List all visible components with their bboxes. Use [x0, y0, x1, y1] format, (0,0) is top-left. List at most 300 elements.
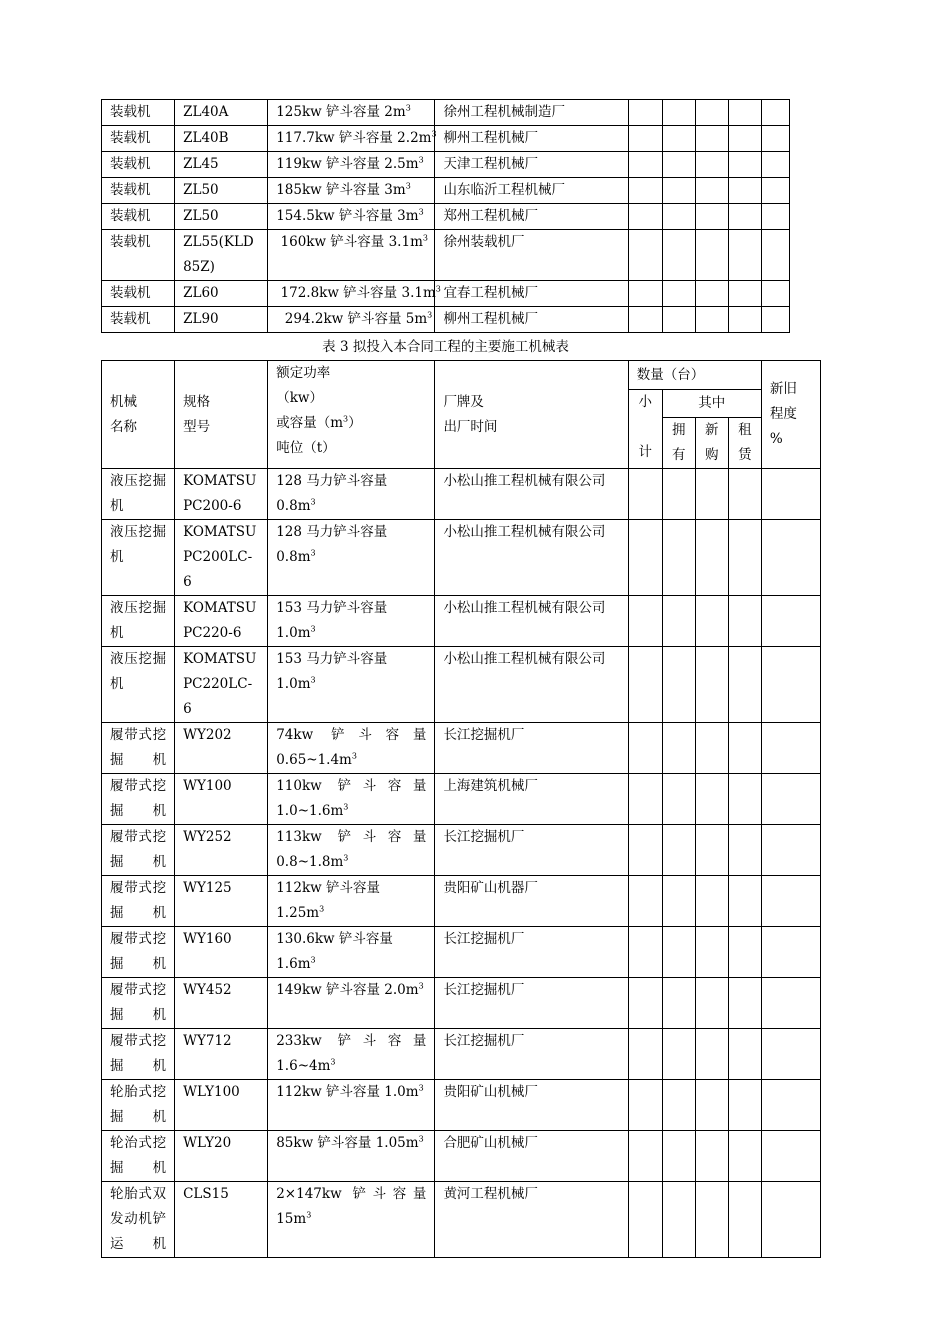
empty-cell [628, 647, 662, 723]
empty-cell [761, 520, 820, 596]
header-rented [728, 418, 761, 469]
machine-model: ZL50 [175, 204, 268, 230]
machine-name: 装载机 [102, 204, 175, 230]
empty-cell [695, 152, 728, 178]
loader-table-continued [101, 99, 790, 333]
header-maker-line2: 出厂时间 [443, 418, 498, 435]
header-power-line3a: 或容量（m [276, 415, 344, 431]
spec-unit-sup: 3 [427, 310, 433, 320]
empty-cell [695, 1182, 728, 1258]
spec-unit-sup: 3 [405, 103, 411, 113]
machine-name: 装载机 [102, 126, 175, 152]
table-row [102, 978, 821, 1029]
spec-unit-sup: 3 [351, 751, 357, 761]
spec-main: 117.7kw 铲斗容量 2.2m [276, 130, 432, 146]
table-row [102, 1131, 821, 1182]
empty-cell [628, 1029, 662, 1080]
empty-cell [695, 126, 728, 152]
empty-cell [728, 126, 761, 152]
spec-unit-sup: 3 [435, 284, 441, 294]
empty-cell [761, 825, 820, 876]
spec-main: 185kw 铲斗容量 3m [276, 182, 406, 198]
machine-model: WY452 [175, 978, 268, 1029]
spec-main: 153 马力铲斗容量 1.0m [276, 651, 388, 692]
empty-cell [728, 978, 761, 1029]
table-row [102, 152, 790, 178]
spec-unit-sup: 3 [306, 1210, 312, 1220]
empty-cell [628, 520, 662, 596]
empty-cell [761, 126, 789, 152]
machine-name: 装载机 [102, 152, 175, 178]
spec-unit-sup: 3 [330, 1057, 336, 1067]
empty-cell [662, 1131, 695, 1182]
empty-cell [695, 1029, 728, 1080]
empty-cell [728, 876, 761, 927]
header-rented-line1: 租 [738, 422, 752, 438]
empty-cell [728, 152, 761, 178]
machine-spec [268, 774, 435, 825]
empty-cell [761, 876, 820, 927]
machine-maker: 柳州工程机械厂 [435, 126, 628, 152]
empty-cell [662, 520, 695, 596]
header-name [102, 361, 175, 469]
table-row [102, 520, 821, 596]
header-power-line2: （kw） [276, 390, 323, 406]
empty-cell [695, 774, 728, 825]
machine-maker: 小松山推工程机械有限公司 [435, 520, 628, 596]
header-model-line1: 规格 [183, 393, 211, 410]
machine-name: 轮胎式双发动机铲运机 [102, 1182, 175, 1258]
spec-main: 110kw 铲斗容量 [276, 778, 427, 794]
table-row [102, 596, 821, 647]
empty-cell [728, 1131, 761, 1182]
machine-spec [268, 281, 441, 307]
spec-cont-line [276, 799, 426, 824]
empty-cell [628, 1080, 662, 1131]
table-row [102, 178, 790, 204]
empty-cell [628, 126, 662, 152]
machine-name: 履带式挖掘机 [102, 774, 175, 825]
machine-maker: 长江挖掘机厂 [435, 1029, 628, 1080]
machine-spec [268, 876, 435, 927]
empty-cell [662, 1080, 695, 1131]
spec-cont: 0.8~1.8m [276, 854, 344, 870]
empty-cell [628, 178, 662, 204]
machine-model: ZL40A [175, 100, 268, 126]
spec-main: 128 马力铲斗容量 0.8m [276, 473, 388, 514]
header-new-line1: 新 [705, 422, 719, 438]
machine-name: 装载机 [102, 230, 175, 281]
spec-main: 112kw 铲斗容量 1.25m [276, 880, 381, 921]
machine-name: 液压挖掘机 [102, 520, 175, 596]
empty-cell [728, 307, 761, 333]
table-row [102, 1029, 821, 1080]
empty-cell [695, 978, 728, 1029]
spec-unit-sup: 3 [418, 1083, 424, 1093]
empty-cell [628, 1131, 662, 1182]
empty-cell [662, 1029, 695, 1080]
header-of-which: 其中 [662, 390, 761, 418]
spec-cont-line [276, 1207, 426, 1232]
empty-cell [761, 1131, 820, 1182]
empty-cell [761, 100, 789, 126]
spec-unit-sup: 3 [310, 675, 316, 685]
machine-maker: 上海建筑机械厂 [435, 774, 628, 825]
empty-cell [728, 1029, 761, 1080]
spec-main: 112kw 铲斗容量 1.0m [276, 1084, 419, 1100]
empty-cell [628, 100, 662, 126]
machine-spec [268, 1131, 435, 1182]
machine-model: ZL55(KLD85Z) [175, 230, 268, 281]
spec-unit-sup: 3 [422, 233, 428, 243]
spec-unit-sup: 3 [418, 1134, 424, 1144]
header-name-line1: 机械 [110, 393, 137, 410]
table-row [102, 230, 790, 281]
table-row [102, 876, 821, 927]
header-subtotal-line2: 计 [638, 444, 652, 460]
machine-maker: 小松山推工程机械有限公司 [435, 647, 628, 723]
header-model [175, 361, 268, 469]
header-rented-line2: 赁 [738, 447, 752, 463]
header-condition-line2: 程度 [769, 406, 797, 422]
machine-model: KOMATSU PC200LC-6 [175, 520, 268, 596]
empty-cell [662, 230, 695, 281]
empty-cell [695, 230, 728, 281]
table-row [102, 1182, 821, 1258]
empty-cell [662, 100, 695, 126]
machine-maker: 徐州工程机械制造厂 [435, 100, 628, 126]
machine-model: WLY100 [175, 1080, 268, 1131]
spec-main: 130.6kw 铲斗容量 1.6m [276, 931, 393, 972]
machine-maker: 徐州装载机厂 [435, 230, 628, 281]
empty-cell [761, 927, 820, 978]
machine-spec [268, 647, 435, 723]
header-power-unit-sup: 3 [343, 414, 349, 424]
empty-cell [695, 520, 728, 596]
machine-model: ZL90 [175, 307, 268, 333]
empty-cell [728, 178, 761, 204]
machine-spec [268, 1029, 435, 1080]
empty-cell [761, 469, 820, 520]
empty-cell [728, 469, 761, 520]
empty-cell [728, 281, 761, 307]
machine-model: KOMATSU PC220LC-6 [175, 647, 268, 723]
empty-cell [628, 978, 662, 1029]
machine-spec [268, 230, 435, 281]
spec-main: 154.5kw 铲斗容量 3m [276, 208, 419, 224]
header-subtotal [628, 390, 662, 469]
empty-cell [761, 596, 820, 647]
empty-cell [662, 469, 695, 520]
empty-cell [728, 927, 761, 978]
spec-unit-sup: 3 [405, 181, 411, 191]
header-new [695, 418, 728, 469]
machine-spec [268, 152, 435, 178]
empty-cell [761, 204, 789, 230]
machine-spec [268, 927, 435, 978]
machine-name: 液压挖掘机 [102, 647, 175, 723]
empty-cell [628, 152, 662, 178]
empty-cell [761, 1080, 820, 1131]
spec-unit-sup: 3 [418, 155, 424, 165]
empty-cell [761, 281, 789, 307]
spec-unit-sup: 3 [343, 853, 349, 863]
machine-name: 装载机 [102, 100, 175, 126]
table-row [102, 126, 790, 152]
spec-unit-sup: 3 [310, 624, 316, 634]
machine-model: ZL50 [175, 178, 268, 204]
empty-cell [695, 723, 728, 774]
empty-cell [628, 723, 662, 774]
empty-cell [662, 596, 695, 647]
machine-name: 履带式挖掘机 [102, 825, 175, 876]
machine-spec [268, 126, 435, 152]
empty-cell [761, 723, 820, 774]
table-row [102, 825, 821, 876]
empty-cell [628, 230, 662, 281]
spec-main: 85kw 铲斗容量 1.05m [276, 1135, 419, 1151]
header-qty: 数量（台） [628, 361, 761, 390]
empty-cell [761, 774, 820, 825]
spec-cont: 1.0~1.6m [276, 803, 344, 819]
header-power-line3b: ） [348, 415, 362, 431]
empty-cell [761, 1029, 820, 1080]
empty-cell [662, 204, 695, 230]
empty-cell [695, 281, 728, 307]
machine-model: WY252 [175, 825, 268, 876]
machine-spec [268, 520, 435, 596]
machine-model: WLY20 [175, 1131, 268, 1182]
empty-cell [695, 825, 728, 876]
empty-cell [662, 152, 695, 178]
machine-maker: 长江挖掘机厂 [435, 927, 628, 978]
empty-cell [695, 204, 728, 230]
machine-spec [268, 723, 435, 774]
spec-main: 113kw 铲斗容量 [276, 829, 427, 845]
header-subtotal-line1: 小 [638, 394, 652, 410]
machine-spec [268, 100, 435, 126]
empty-cell [628, 281, 662, 307]
empty-cell [761, 1182, 820, 1258]
machine-model: ZL45 [175, 152, 268, 178]
header-model-line2: 型号 [183, 418, 211, 435]
header-owned [662, 418, 695, 469]
spec-main: 125kw 铲斗容量 2m [276, 104, 406, 120]
machine-spec [268, 204, 435, 230]
spec-main: 74kw 铲斗容量 [276, 727, 427, 743]
empty-cell [728, 647, 761, 723]
empty-cell [695, 178, 728, 204]
spec-unit-sup: 3 [310, 955, 316, 965]
empty-cell [628, 927, 662, 978]
spec-unit-sup: 3 [310, 497, 316, 507]
machine-maker: 小松山推工程机械有限公司 [435, 596, 628, 647]
machine-spec [268, 178, 435, 204]
empty-cell [662, 307, 695, 333]
empty-cell [728, 825, 761, 876]
machine-spec [268, 596, 435, 647]
header-row-1 [102, 361, 821, 390]
empty-cell [662, 281, 695, 307]
empty-cell [728, 1182, 761, 1258]
empty-cell [761, 307, 789, 333]
machine-maker: 贵阳矿山机器厂 [435, 876, 628, 927]
spec-unit-sup: 3 [343, 802, 349, 812]
machine-model: WY125 [175, 876, 268, 927]
table-row [102, 723, 821, 774]
spec-main: 2×147kw 铲斗容量 [276, 1186, 427, 1202]
empty-cell [628, 596, 662, 647]
spec-main: 149kw 铲斗容量 2.0m [276, 982, 419, 998]
machine-name: 装载机 [102, 307, 175, 333]
empty-cell [662, 825, 695, 876]
machine-model: WY712 [175, 1029, 268, 1080]
machine-name: 液压挖掘机 [102, 596, 175, 647]
header-condition [761, 361, 820, 469]
machine-model: WY202 [175, 723, 268, 774]
empty-cell [695, 100, 728, 126]
machine-maker: 郑州工程机械厂 [435, 204, 628, 230]
machine-name: 轮治式挖掘机 [102, 1131, 175, 1182]
machine-maker: 黄河工程机械厂 [435, 1182, 628, 1258]
machine-maker: 长江挖掘机厂 [435, 978, 628, 1029]
machine-name: 履带式挖掘机 [102, 1029, 175, 1080]
machine-name: 履带式挖掘机 [102, 723, 175, 774]
empty-cell [728, 230, 761, 281]
empty-cell [695, 469, 728, 520]
machine-model: WY100 [175, 774, 268, 825]
empty-cell [728, 723, 761, 774]
empty-cell [628, 204, 662, 230]
header-new-line2: 购 [705, 447, 719, 463]
header-condition-line3: % [769, 431, 783, 447]
machine-name: 液压挖掘机 [102, 469, 175, 520]
empty-cell [695, 596, 728, 647]
spec-cont: 1.6~4m [276, 1058, 331, 1074]
table-row [102, 774, 821, 825]
header-condition-line1: 新旧 [769, 381, 797, 397]
machine-maker: 柳州工程机械厂 [435, 307, 628, 333]
header-name-line2: 名称 [110, 418, 137, 435]
table-caption: 表 3 拟投入本合同工程的主要施工机械表 [322, 339, 569, 355]
spec-main: 172.8kw 铲斗容量 3.1m [276, 285, 436, 301]
spec-main: 294.2kw 铲斗容量 5m [276, 311, 428, 327]
spec-unit-sup: 3 [319, 904, 325, 914]
machine-model: ZL60 [175, 281, 268, 307]
empty-cell [662, 978, 695, 1029]
empty-cell [728, 520, 761, 596]
header-power [268, 361, 435, 469]
empty-cell [628, 876, 662, 927]
empty-cell [695, 1080, 728, 1131]
empty-cell [628, 1182, 662, 1258]
header-owned-line1: 拥 [672, 422, 686, 438]
empty-cell [662, 723, 695, 774]
header-maker [435, 361, 628, 469]
machine-model: KOMATSU PC220-6 [175, 596, 268, 647]
machinery-table [101, 360, 821, 1258]
empty-cell [761, 230, 789, 281]
empty-cell [628, 307, 662, 333]
machine-name: 履带式挖掘机 [102, 876, 175, 927]
empty-cell [628, 825, 662, 876]
empty-cell [761, 178, 789, 204]
empty-cell [662, 774, 695, 825]
table-row [102, 204, 790, 230]
spec-cont-line [276, 850, 426, 875]
spec-cont-line [276, 1054, 426, 1079]
machine-maker: 小松山推工程机械有限公司 [435, 469, 628, 520]
machine-spec [268, 825, 435, 876]
spec-main: 153 马力铲斗容量 1.0m [276, 600, 388, 641]
table-row [102, 281, 790, 307]
machine-name: 履带式挖掘机 [102, 978, 175, 1029]
spec-unit-sup: 3 [418, 207, 424, 217]
spec-main: 160kw 铲斗容量 3.1m [276, 234, 423, 250]
machine-model: ZL40B [175, 126, 268, 152]
empty-cell [728, 596, 761, 647]
empty-cell [728, 1080, 761, 1131]
empty-cell [695, 876, 728, 927]
table-row [102, 927, 821, 978]
spec-main: 128 马力铲斗容量 0.8m [276, 524, 388, 565]
machine-model: KOMATSU PC200-6 [175, 469, 268, 520]
machine-model: CLS15 [175, 1182, 268, 1258]
machine-spec [268, 1080, 435, 1131]
empty-cell [628, 774, 662, 825]
spec-main: 119kw 铲斗容量 2.5m [276, 156, 419, 172]
empty-cell [662, 927, 695, 978]
empty-cell [628, 469, 662, 520]
machine-spec [268, 469, 435, 520]
empty-cell [761, 152, 789, 178]
header-owned-line2: 有 [672, 447, 686, 463]
machine-name: 履带式挖掘机 [102, 927, 175, 978]
machine-spec [268, 1182, 435, 1258]
spec-cont: 0.65~1.4m [276, 752, 352, 768]
empty-cell [695, 307, 728, 333]
empty-cell [662, 178, 695, 204]
header-power-line1: 额定功率 [276, 365, 331, 381]
spec-cont: 15m [276, 1211, 307, 1227]
table-row [102, 469, 821, 520]
table-row [102, 100, 790, 126]
spec-unit-sup: 3 [431, 129, 437, 139]
empty-cell [728, 774, 761, 825]
machine-maker: 贵阳矿山机械厂 [435, 1080, 628, 1131]
empty-cell [662, 126, 695, 152]
spec-unit-sup: 3 [418, 981, 424, 991]
table-row [102, 307, 790, 333]
empty-cell [662, 647, 695, 723]
machine-name: 轮胎式挖掘机 [102, 1080, 175, 1131]
machine-maker: 合肥矿山机械厂 [435, 1131, 628, 1182]
machine-maker: 长江挖掘机厂 [435, 723, 628, 774]
spec-unit-sup: 3 [310, 548, 316, 558]
machine-spec [268, 307, 435, 333]
spec-main: 233kw 铲斗容量 [276, 1033, 427, 1049]
spec-cont-line [276, 748, 426, 773]
empty-cell [695, 647, 728, 723]
header-maker-line1: 厂牌及 [443, 393, 484, 410]
empty-cell [662, 1182, 695, 1258]
machine-maker: 天津工程机械厂 [435, 152, 628, 178]
machine-name: 装载机 [102, 178, 175, 204]
machine-name: 装载机 [102, 281, 175, 307]
table-row [102, 647, 821, 723]
empty-cell [662, 876, 695, 927]
empty-cell [761, 647, 820, 723]
